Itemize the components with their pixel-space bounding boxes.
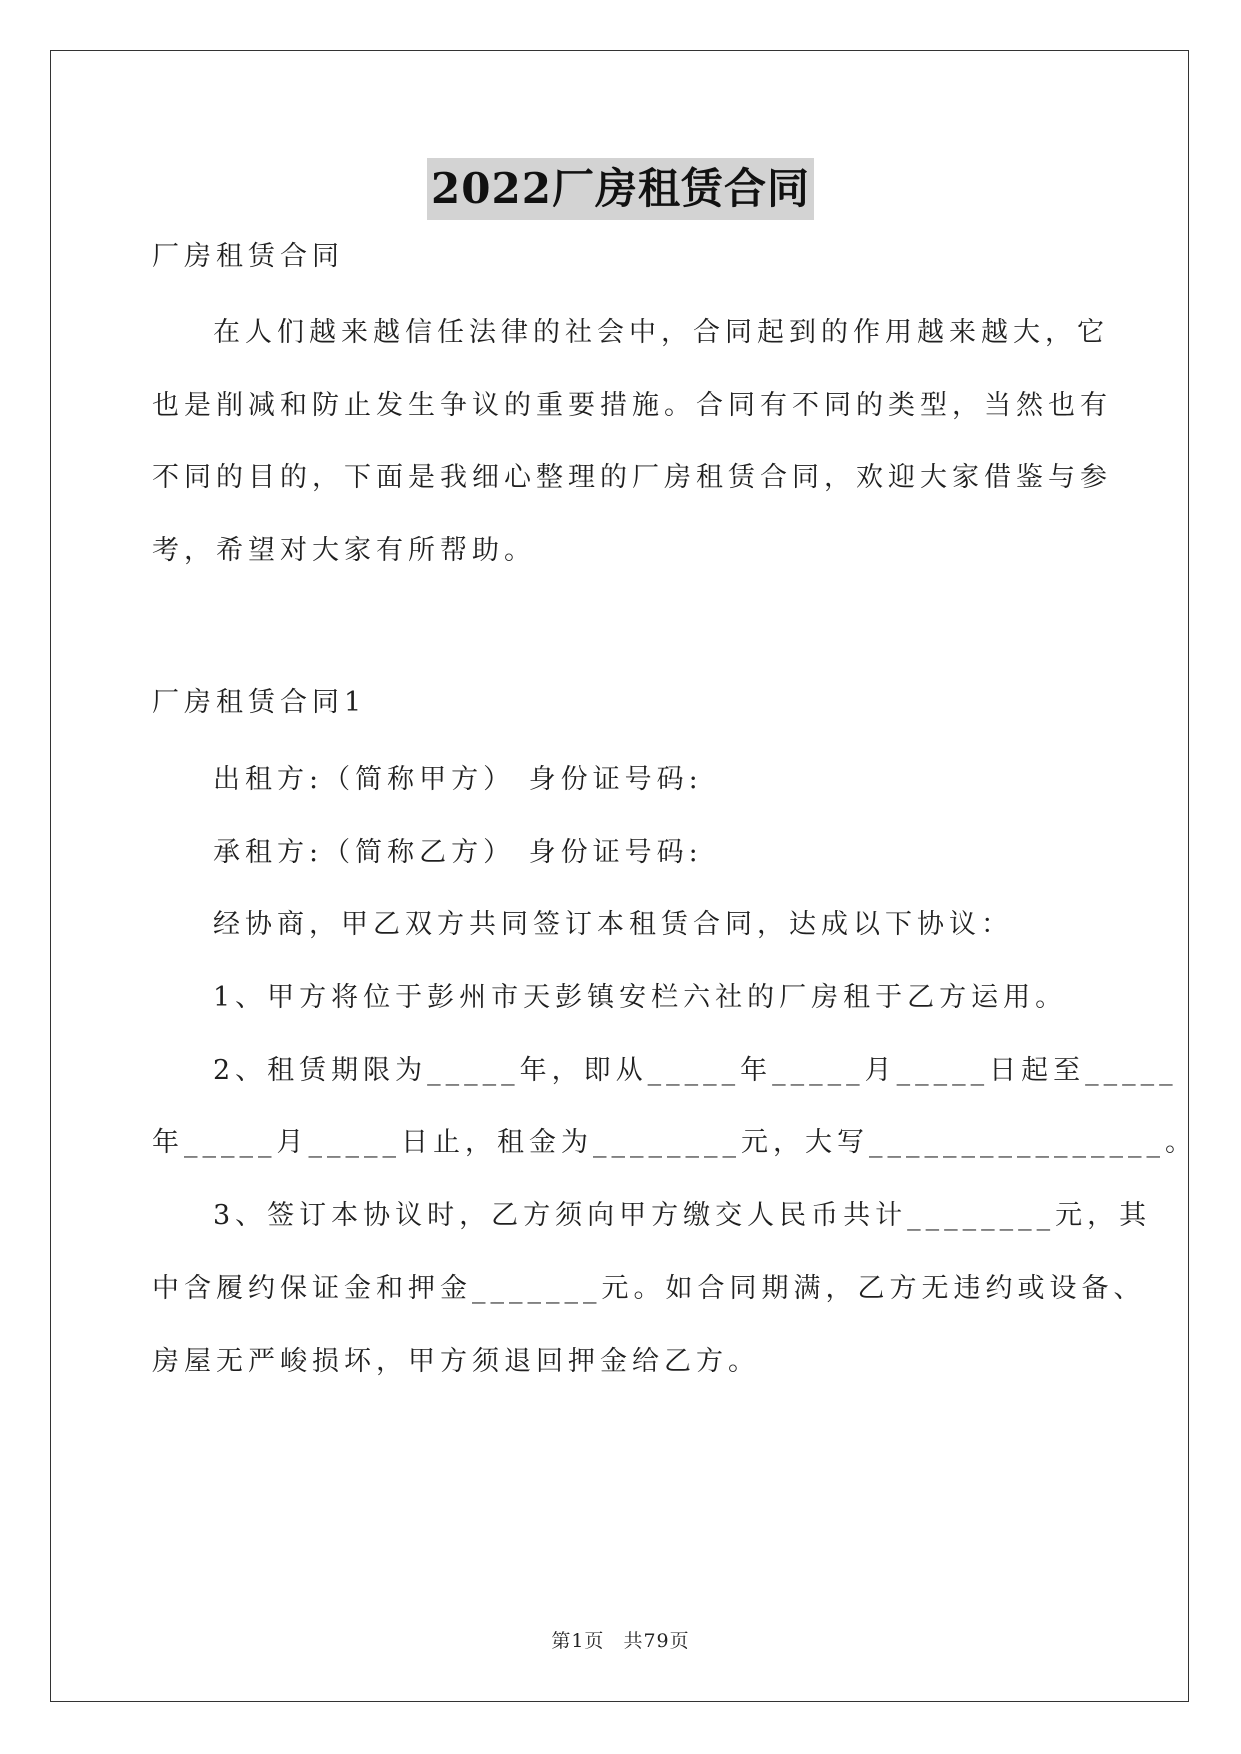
clause-3-line: 房屋无严峻损坏，甲方须退回押金给乙方。	[152, 1346, 760, 1377]
lessor-line: 出租方:（简称甲方） 身份证号码:	[213, 764, 703, 795]
clause-3-line: 中含履约保证金和押金_______元。如合同期满，乙方无违约或设备、	[152, 1273, 1146, 1304]
clause-1: 1、甲方将位于彭州市天彭镇安栏六社的厂房租于乙方运用。	[213, 982, 1068, 1013]
page-footer	[0, 1626, 1241, 1653]
clause-3-line: 3、签订本协议时，乙方须向甲方缴交人民币共计________元，其	[213, 1200, 1152, 1231]
page-border	[50, 50, 1189, 1702]
page-number: 第1页	[551, 1630, 605, 1652]
clause-2-line: 年_____月_____日止，租金为________元，大写________________。	[152, 1127, 1197, 1158]
intro-line: 也是削减和防止发生争议的重要措施。合同有不同的类型，当然也有	[152, 390, 1112, 421]
title-container	[0, 158, 1241, 220]
agreement-line: 经协商，甲乙双方共同签订本租赁合同，达成以下协议：	[213, 909, 1013, 940]
document-subtitle: 厂房租赁合同	[152, 241, 344, 272]
document-title: 2022厂房租赁合同	[427, 158, 814, 220]
intro-line: 考，希望对大家有所帮助。	[152, 535, 536, 566]
intro-line: 不同的目的，下面是我细心整理的厂房租赁合同，欢迎大家借鉴与参	[152, 462, 1112, 493]
intro-line: 在人们越来越信任法律的社会中，合同起到的作用越来越大，它	[213, 317, 1109, 348]
clause-2-line: 2、租赁期限为_____年，即从_____年_____月_____日起至_____	[213, 1055, 1178, 1086]
lessee-line: 承租方:（简称乙方） 身份证号码:	[213, 837, 703, 868]
page-total: 共79页	[623, 1630, 690, 1652]
section-heading: 厂房租赁合同1	[152, 687, 367, 718]
